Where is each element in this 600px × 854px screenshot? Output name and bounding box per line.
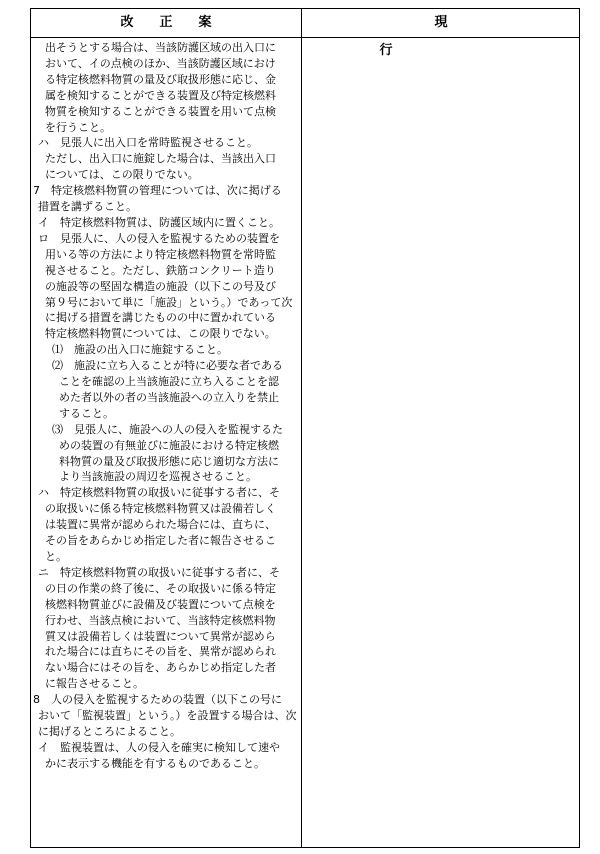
text-line: は装置に異常が認められた場合には、直ちに、 [45, 518, 276, 532]
text-line: イ 監視装置は、人の侵入を確実に検知して速や [38, 740, 280, 754]
text-line: 物質を検知することができる装置を用いて点検 [45, 104, 276, 118]
text-line: の日の作業の終了後に、その取扱いに係る特定 [45, 581, 276, 595]
text-line: イ 特定核燃料物質は、防護区域内に置くこと。 [38, 215, 280, 229]
text-line: 視させること。ただし、鉄筋コンクリート造り [45, 263, 276, 277]
text-line: 措置を講ずること。 [38, 200, 137, 214]
text-line: に掲げる措置を講じたものの中に置かれている [45, 311, 276, 325]
column-divider [301, 9, 302, 847]
text-line: については、この限りでない。 [45, 168, 199, 182]
text-line: る特定核燃料物質の量及び取扱形態に応じ、金 [45, 72, 276, 86]
text-line: おいて「監視装置」という。）を設置する場合は、次 [38, 709, 297, 723]
text-line: ニ 特定核燃料物質の取扱いに従事する者に、そ [38, 565, 280, 579]
text-line: 属を検知することができる装置及び特定核燃料 [45, 88, 276, 102]
text-line: より当該施設の周辺を巡視させること。 [59, 470, 257, 484]
text-line: の施設等の堅固な構造の施設（以下この号及び [45, 279, 276, 293]
text-line: ⑵ 施設に立ち入ることが特に必要な者である [52, 359, 283, 373]
text-line: めた者以外の者の当該施設への立入りを禁止 [59, 390, 279, 404]
text-line: ことを確認の上当該施設に立ち入ることを認 [59, 375, 279, 389]
text-line: 7 特定核燃料物質の管理については、次に掲げる [33, 184, 282, 198]
text-line: 質又は設備若しくは装置について異常が認めら [45, 629, 276, 643]
text-line: れた場合には直ちにその旨を、異常が認められ [45, 645, 276, 659]
header-current: 現行 [379, 15, 558, 58]
text-line: に報告させること。 [45, 677, 144, 691]
text-line: を行うこと。 [45, 120, 111, 134]
text-line: ロ 見張人に、人の侵入を監視するための装置を [38, 231, 280, 245]
text-line: ⑴ 施設の出入口に施錠すること。 [52, 343, 228, 357]
text-line: 出そうとする場合は、当該防護区域の出入口に [45, 41, 276, 54]
header-revised: 改正案 [120, 15, 238, 30]
text-line: に掲げるところによること。 [38, 724, 181, 738]
comparison-table [30, 8, 580, 848]
text-line: かに表示する機能を有するものであること。 [45, 756, 265, 770]
text-line: と。 [45, 550, 67, 563]
text-line: おいて、イの点検のほか、当該防護区域におけ [45, 56, 276, 70]
text-line: ない場合にはその旨を、あらかじめ指定した者 [45, 661, 276, 675]
text-line: 核燃料物質並びに設備及び装置について点検を [45, 597, 276, 611]
text-line: の取扱いに係る特定核燃料物質又は設備若しく [45, 502, 276, 516]
text-line: 行わせ、当該点検において、当該特定核燃料物 [45, 613, 276, 627]
text-line: ハ 見張人に出入口を常時監視させること。 [38, 136, 258, 150]
text-line: めの装置の有無並びに施設における特定核燃 [59, 438, 279, 452]
revised-column-text [31, 40, 301, 772]
text-line: 8 人の侵入を監視するための装置（以下この号に [33, 693, 282, 707]
text-line: すること。 [59, 406, 114, 420]
text-line: 特定核燃料物質については、この限りでない。 [45, 327, 276, 341]
text-line: その旨をあらかじめ指定した者に報告させるこ [45, 534, 276, 548]
text-line: ただし、出入口に施錠した場合は、当該出入口 [45, 152, 276, 166]
text-line: 料物質の量及び取扱形態に応じ適切な方法に [59, 454, 279, 468]
text-line: 第９号において単に「施設」という。）であって次 [45, 295, 293, 309]
text-line: ⑶ 見張人に、施設への人の侵入を監視するた [52, 422, 283, 436]
text-line: ハ 特定核燃料物質の取扱いに従事する者に、そ [38, 486, 280, 500]
text-line: 用いる等の方法により特定核燃料物質を常時監 [45, 247, 276, 261]
